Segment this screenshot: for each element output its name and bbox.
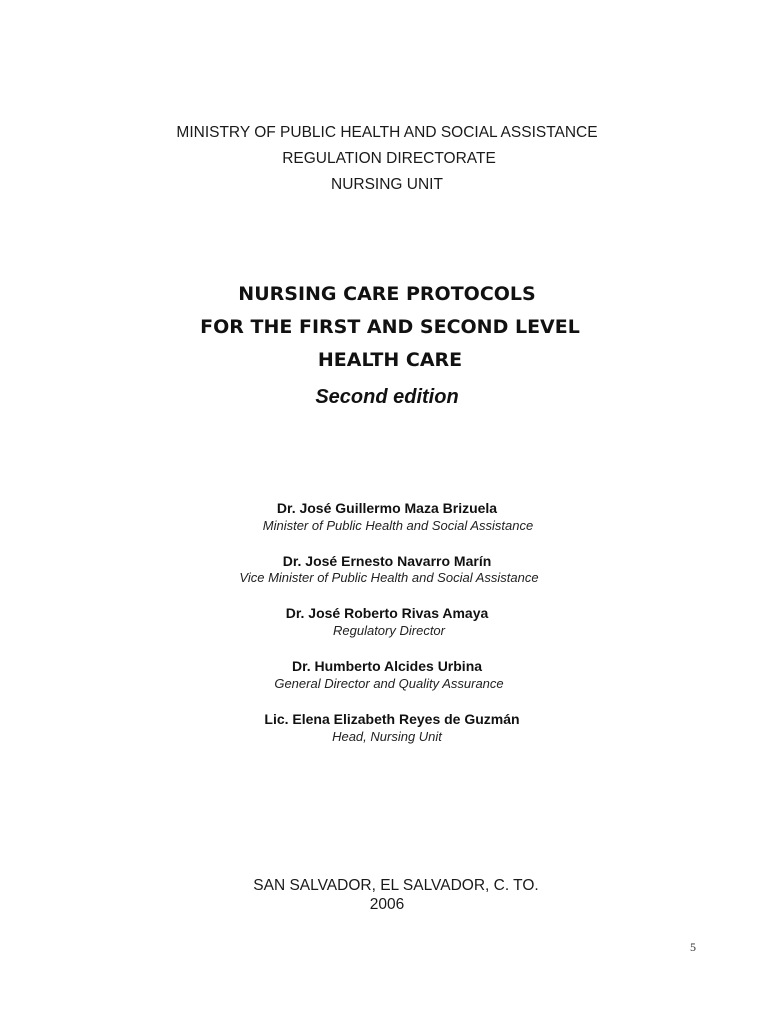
person-name: Dr. José Roberto Rivas Amaya xyxy=(285,605,489,621)
person-name: Lic. Elena Elizabeth Reyes de Guzmán xyxy=(264,711,520,727)
page-number: 5 xyxy=(690,940,696,954)
publication-place: SAN SALVADOR, EL SALVADOR, C. TO. xyxy=(253,877,539,894)
publication-year: 2006 xyxy=(369,896,405,913)
person-name: Dr. José Guillermo Maza Brizuela xyxy=(276,500,498,516)
ministry-heading: MINISTRY OF PUBLIC HEALTH AND SOCIAL ASSISTANCE xyxy=(176,124,598,141)
person-role: General Director and Quality Assurance xyxy=(274,676,504,691)
title-line-1: NURSING CARE PROTOCOLS xyxy=(238,283,536,305)
edition-label: Second edition xyxy=(315,386,459,408)
person-role: Regulatory Director xyxy=(333,623,445,638)
person-name: Dr. José Ernesto Navarro Marín xyxy=(282,553,492,569)
directorate-heading: REGULATION DIRECTORATE xyxy=(282,150,496,167)
person-name: Dr. Humberto Alcides Urbina xyxy=(291,658,483,674)
unit-heading: NURSING UNIT xyxy=(331,176,443,193)
person-role: Vice Minister of Public Health and Social Assistance xyxy=(239,570,539,585)
person-role: Head, Nursing Unit xyxy=(332,729,442,744)
title-line-2: FOR THE FIRST AND SECOND LEVEL xyxy=(200,316,580,338)
title-line-3: HEALTH CARE xyxy=(317,349,463,371)
person-role: Minister of Public Health and Social Assistance xyxy=(262,518,534,533)
